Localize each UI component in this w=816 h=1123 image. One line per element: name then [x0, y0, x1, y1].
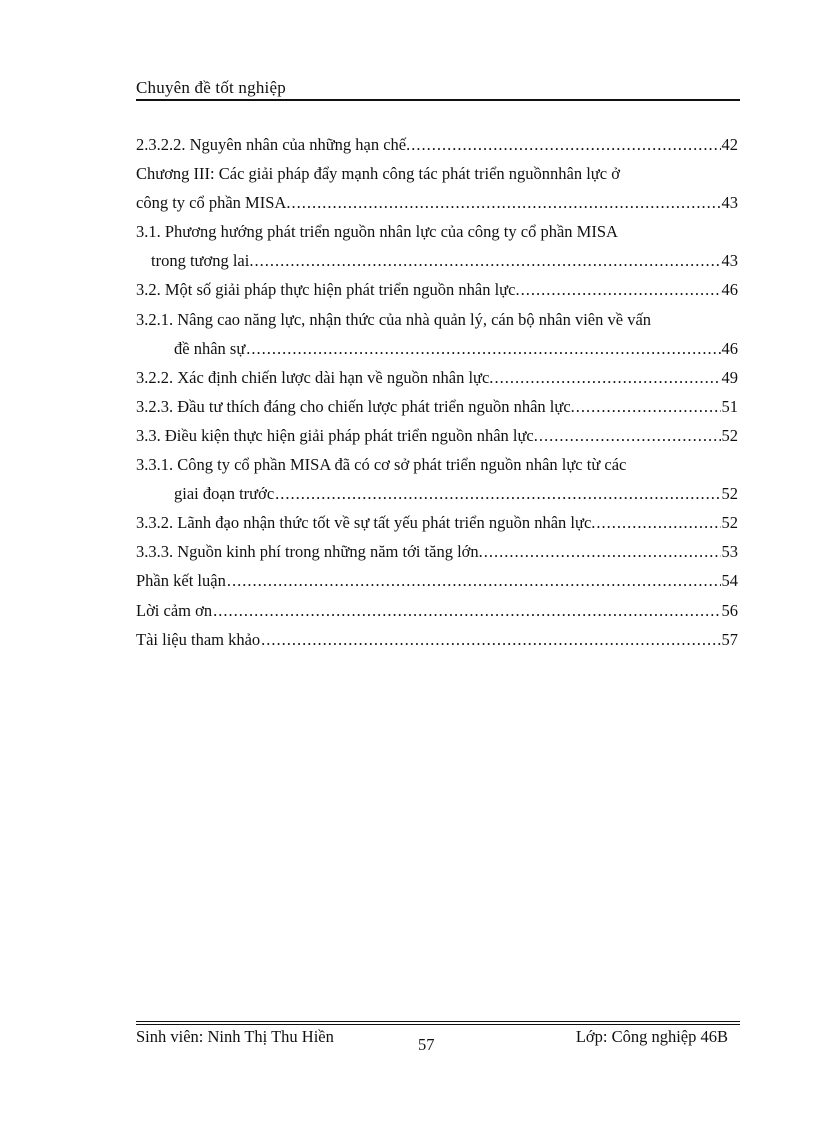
toc-dot-leader: [596, 510, 720, 536]
toc-entry: [136, 423, 738, 452]
footer-class: Lớp: Công nghiệp 46B: [575, 1027, 728, 1046]
toc-entry-text: 3.3.3. Nguồn kinh phí trong những năm tới tăng lớn.: [136, 542, 483, 562]
toc-entry-text: Phần kết luận: [136, 571, 226, 591]
toc-entry: [136, 248, 738, 277]
toc-entry: [136, 627, 738, 656]
toc-page-number: 54: [721, 571, 738, 591]
toc-entry-text: 3.3. Điều kiện thực hiện giải pháp phát triển nguồn nhân lực.: [136, 425, 538, 445]
toc-page-number: 46: [721, 280, 738, 300]
toc-entry-text: 2.3.2.2. Nguyên nhân của những hạn chế.: [136, 135, 411, 154]
footer-divider-top: [136, 1021, 740, 1022]
toc-entry: [136, 132, 738, 161]
toc-entry: [136, 481, 738, 510]
toc-entry: [136, 336, 738, 365]
toc-page-number: 51: [721, 396, 738, 416]
toc-dot-leader: [261, 627, 720, 653]
toc-page-number: 43: [721, 193, 738, 213]
toc-entry: [136, 307, 738, 336]
toc-entry-text: 3.2.1. Nâng cao năng lực, nhận thức của nhà quản lý, cán bộ nhân viên về vấn: [136, 309, 652, 329]
toc-dot-leader: [246, 336, 720, 362]
toc-dot-leader: [576, 394, 721, 420]
toc-entry-text: Tài liệu tham khảo: [136, 629, 261, 649]
toc-dot-leader: [227, 568, 721, 594]
toc-entry: [136, 394, 738, 423]
toc-dot-leader: [411, 132, 720, 158]
toc-page-number: 56: [721, 600, 738, 620]
toc-entry-text: 3.3.1. Công ty cổ phần MISA đã có cơ sở phát triển nguồn nhân lực từ các: [136, 455, 627, 475]
toc-page-number: 52: [721, 425, 738, 445]
toc-entry: [136, 161, 738, 190]
toc-dot-leader: [254, 248, 720, 274]
toc-entry: [136, 277, 738, 306]
toc-entry: [136, 568, 738, 597]
toc-dot-leader: [213, 598, 720, 624]
toc-page-number: 52: [721, 513, 738, 533]
footer-student-name: Sinh viên: Ninh Thị Thu Hiền: [136, 1027, 334, 1046]
table-of-contents: [136, 132, 738, 656]
toc-entry: [136, 598, 738, 627]
toc-dot-leader: [494, 365, 720, 391]
toc-dot-leader: [484, 539, 721, 565]
toc-entry-text: Lời cảm ơn: [136, 600, 213, 620]
toc-entry-text: công ty cổ phần MISA.: [136, 193, 291, 213]
toc-page-number: 43: [721, 251, 738, 271]
toc-entry-text: đề nhân sự: [174, 338, 246, 358]
toc-entry: [136, 365, 738, 394]
toc-entry-text: 3.2.3. Đầu tư thích đáng cho chiến lược phát triển nguồn nhân lực.: [136, 396, 575, 416]
toc-page-number: 52: [721, 484, 738, 504]
toc-page-number: 46: [721, 338, 738, 358]
toc-page-number: 57: [721, 629, 738, 649]
toc-dot-leader: [275, 481, 720, 507]
toc-entry-text: 3.1. Phương hướng phát triển nguồn nhân lực của công ty cổ phần MISA: [136, 222, 618, 242]
toc-dot-leader: [539, 423, 721, 449]
toc-entry: [136, 190, 738, 219]
toc-entry-text: 3.3.2. Lãnh đạo nhận thức tốt về sự tất yếu phát triển nguồn nhân lực.: [136, 513, 596, 533]
toc-page-number: 49: [721, 367, 738, 387]
footer-page-number: 57: [418, 1035, 435, 1054]
toc-page-number: 42: [721, 135, 738, 154]
footer-divider-bottom: [136, 1024, 740, 1025]
toc-entry: [136, 452, 738, 481]
toc-entry-text: giai đoạn trước: [174, 484, 275, 504]
toc-entry: [136, 539, 738, 568]
toc-entry: [136, 510, 738, 539]
header-divider: [136, 99, 740, 101]
toc-entry-text: Chương III: Các giải pháp đẩy mạnh công tác phát triển nguồnnhân lực ở: [136, 164, 620, 184]
toc-dot-leader: [291, 190, 720, 216]
toc-entry-text: 3.2. Một số giải pháp thực hiện phát triển nguồn nhân lực.: [136, 280, 520, 300]
toc-page-number: 53: [721, 542, 738, 562]
toc-entry-text: trong tương lai.: [151, 251, 254, 271]
page-header-title: Chuyên đề tốt nghiệp: [136, 78, 286, 97]
toc-entry-text: 3.2.2. Xác định chiến lược dài hạn về nguồn nhân lực.: [136, 367, 494, 387]
toc-dot-leader: [521, 277, 721, 303]
toc-entry: [136, 219, 738, 248]
